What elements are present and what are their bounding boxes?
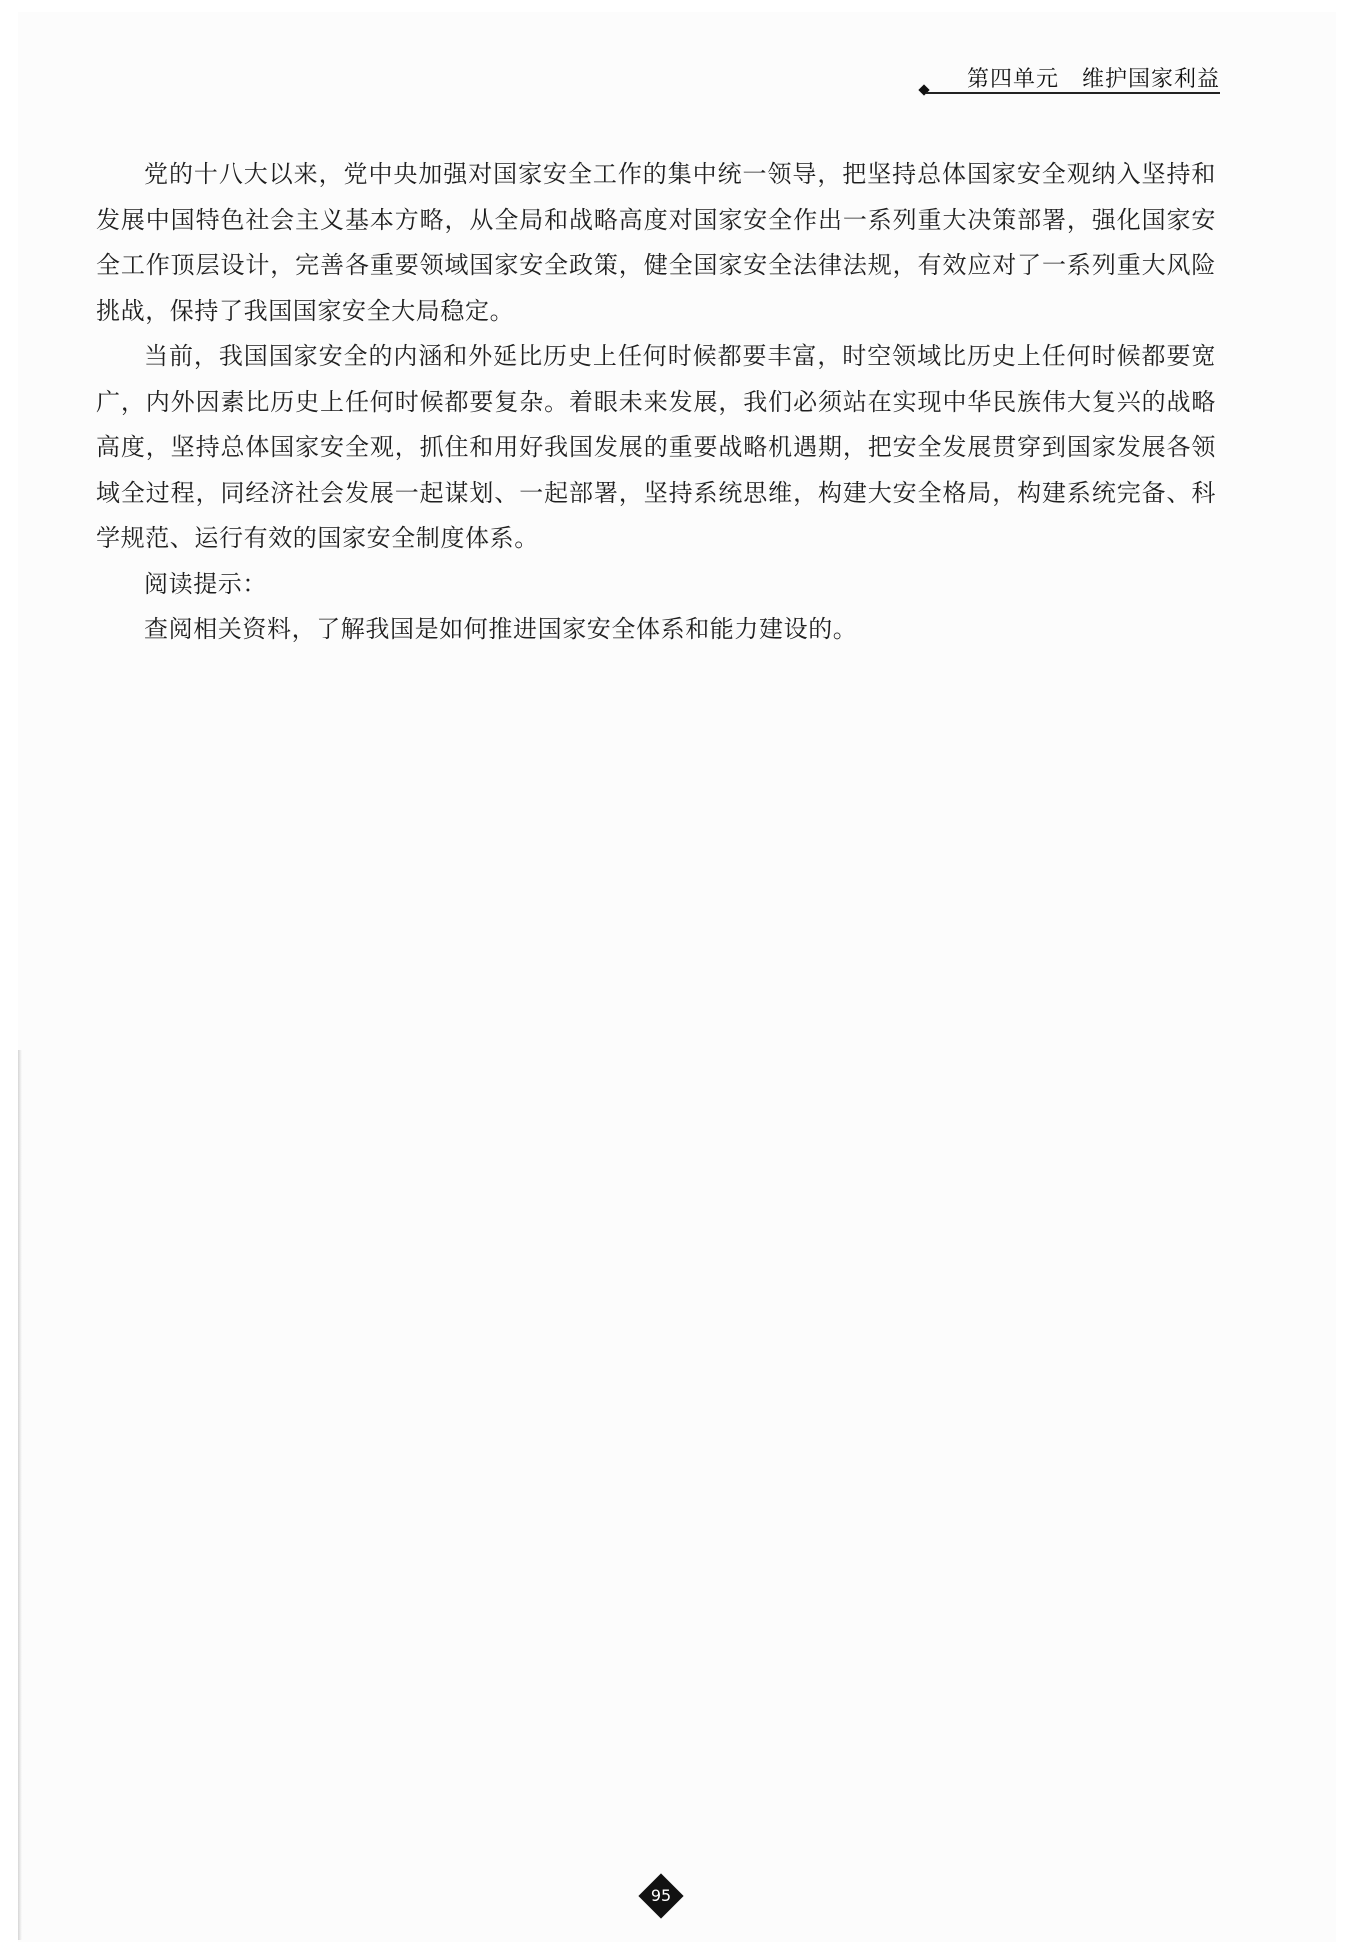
unit-title: 第四单元 维护国家利益 <box>966 67 1220 92</box>
page-number-badge <box>638 1873 684 1919</box>
paragraph-1: 党的十八大以来，党中央加强对国家安全工作的集中统一领导，把坚持总体国家安全观纳入坚持和发展中国特色社会主义基本方略，从全局和战略高度对国家安全作出一系列重大决策部署，强化国家安全工作顶层设计，完善各重要领域国家安全政策，健全国家安全法律法规，有效应对了一系列重大风险挑战，保持了我国国家安全大局稳定。 <box>96 160 1216 325</box>
scan-shadow-edge <box>18 1050 22 1940</box>
paragraph-2: 当前，我国国家安全的内涵和外延比历史上任何时候都要丰富，时空领域比历史上任何时候都要宽广，内外因素比历史上任何时候都要复杂。着眼未来发展，我们必须站在实现中华民族伟大复兴的战略高度，坚持总体国家安全观，抓住和用好我国发展的重要战略机遇期，把安全发展贯穿到国家发展各领域全过程，同经济社会发展一起谋划、一起部署，坚持系统思维，构建大安全格局，构建系统完备、科学规范、运行有效的国家安全制度体系。 <box>96 342 1216 552</box>
page-number: 95 <box>650 1886 672 1905</box>
running-header <box>920 62 1220 102</box>
reading-tip-text: 查阅相关资料，了解我国是如何推进国家安全体系和能力建设的。 <box>144 615 858 643</box>
reading-tip-label: 阅读提示： <box>144 569 267 598</box>
header-rule <box>926 92 1220 94</box>
body-text <box>96 152 1216 653</box>
